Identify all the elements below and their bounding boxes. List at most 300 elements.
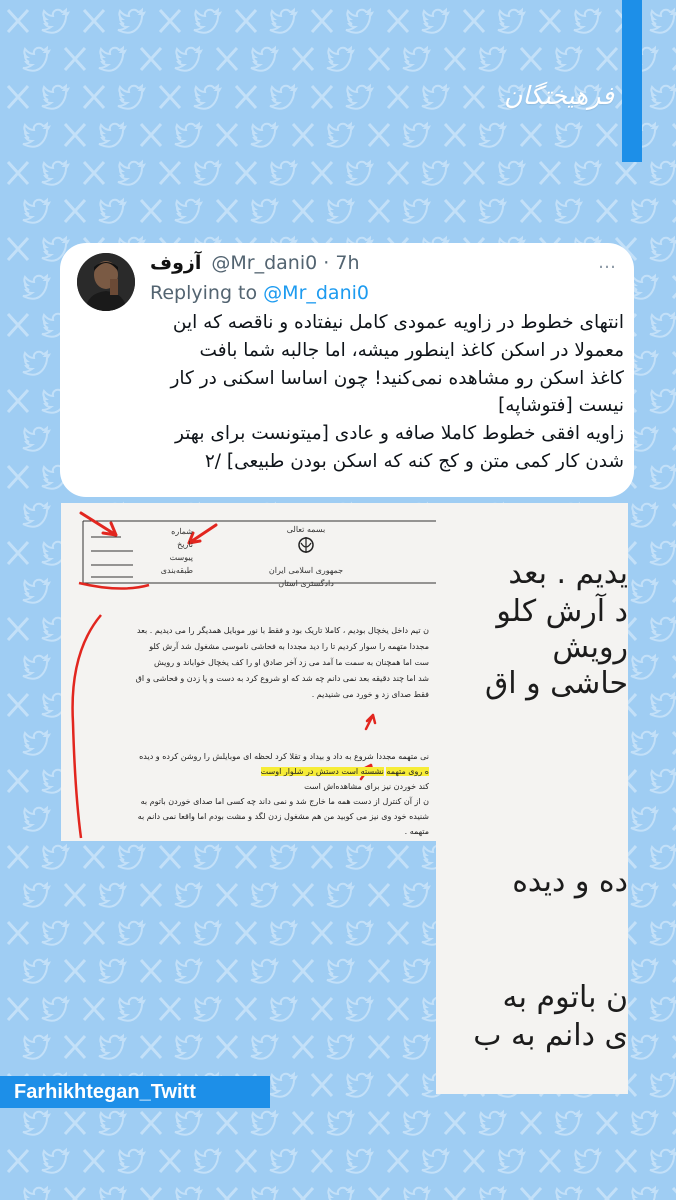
twitter-bird-icon [251,1112,277,1135]
twitter-bird-icon [631,960,657,983]
twitter-bird-icon [403,200,429,223]
tweet-text-line: معمولا در اسکن کاغذ اینطور میشه، اما جالبه شما بافت [199,339,624,361]
x-logo-icon [312,86,332,108]
twitter-bird-icon [23,884,49,907]
x-logo-icon [312,1074,332,1096]
twitter-bird-icon [631,808,657,831]
twitter-bird-icon [479,1112,505,1135]
doc-line: ن از آن کنترل از دست همه ما خارج شد و نمی داند چه کسی اما صدای خوردن باتوم به [140,797,429,806]
x-logo-icon [236,10,256,32]
twitter-bird-icon [346,1074,372,1097]
x-logo-icon [312,10,332,32]
twitter-bird-icon [346,846,372,869]
doc-line: ن تیم داخل یخچال بودیم ، کاملا تاریک بود و فقط با نور موبایل همدیگر را می دیدیم . بعد [136,626,429,635]
x-logo-icon [369,124,389,146]
twitter-bird-icon [631,200,657,223]
x-logo-icon [84,922,104,944]
twitter-bird-icon [194,922,220,945]
twitter-bird-icon [23,808,49,831]
x-logo-icon [141,1036,161,1058]
twitter-bird-icon [118,86,144,109]
twitter-bird-icon [403,1112,429,1135]
twitter-bird-icon [251,124,277,147]
x-logo-icon [65,1036,85,1058]
twitter-bird-icon [118,998,144,1021]
x-logo-icon [616,162,636,184]
x-logo-icon [388,162,408,184]
x-logo-icon [217,1036,237,1058]
x-logo-icon [369,884,389,906]
twitter-bird-icon [555,1112,581,1135]
zoom-line: رویش [552,630,628,665]
x-logo-icon [217,48,237,70]
twitter-bird-icon [631,1036,657,1059]
twitter-bird-icon [251,200,277,223]
twitter-bird-icon [251,1036,277,1059]
x-logo-icon [160,86,180,108]
twitter-bird-icon [479,48,505,71]
doc-header-left [143,525,193,577]
x-logo-icon [236,998,256,1020]
twitter-bird-icon [650,390,676,413]
twitter-bird-icon [99,1112,125,1135]
x-logo-icon [65,1188,85,1200]
x-logo-icon [8,10,28,32]
zoom-line: د آرش کلو [496,594,628,629]
twitter-bird-icon [23,124,49,147]
twitter-bird-icon [346,10,372,33]
twitter-bird-icon [118,162,144,185]
twitter-bird-icon [175,1112,201,1135]
twitter-bird-icon [118,922,144,945]
twitter-bird-icon [118,10,144,33]
twitter-bird-icon [403,48,429,71]
twitter-bird-icon [175,1188,201,1200]
x-logo-icon [293,48,313,70]
user-handle[interactable]: @Mr_dani0 [211,252,318,274]
twitter-bird-icon [175,960,201,983]
twitter-bird-icon [270,1150,296,1173]
doc-header-field: طبقه‌بندی [160,566,193,575]
twitter-bird-icon [99,1188,125,1200]
x-logo-icon [388,998,408,1020]
x-logo-icon [65,884,85,906]
doc-line: مجددا متهمه را سوار کردیم تا را دید مجددا به فحاشی ناموسی مشغول شد آرش کلو [149,642,429,651]
x-logo-icon [445,48,465,70]
twitter-bird-icon [175,48,201,71]
twitter-bird-icon [99,48,125,71]
twitter-bird-icon [346,998,372,1021]
x-logo-icon [160,846,180,868]
doc-header-line: بسمه تعالی [286,525,326,534]
twitter-bird-icon [42,1150,68,1173]
x-logo-icon [8,238,28,260]
twitter-bird-icon [650,922,676,945]
twitter-bird-icon [403,960,429,983]
twitter-bird-icon [327,200,353,223]
x-logo-icon [388,86,408,108]
x-logo-icon [217,1188,237,1200]
x-logo-icon [8,846,28,868]
twitter-bird-icon [555,200,581,223]
x-logo-icon [8,314,28,336]
twitter-bird-icon [194,10,220,33]
twitter-bird-icon [42,86,68,109]
twitter-bird-icon [175,200,201,223]
x-logo-icon [540,1150,560,1172]
x-logo-icon [236,162,256,184]
x-logo-icon [236,86,256,108]
highlight: ه روی متهمه [386,767,429,776]
x-logo-icon [160,922,180,944]
x-logo-icon [369,960,389,982]
x-logo-icon [141,48,161,70]
x-logo-icon [8,618,28,640]
zoom-line: ی دانم به ب [473,1018,628,1053]
doc-body-2 [75,749,429,839]
twitter-bird-icon [403,1188,429,1200]
tweet-header [150,251,360,275]
x-logo-icon [236,1150,256,1172]
highlight: نشسته است دستش در شلوار اوست [260,767,384,776]
twitter-bird-icon [403,884,429,907]
reply-handle-link[interactable]: @Mr_dani0 [263,282,369,304]
twitter-bird-icon [555,48,581,71]
x-logo-icon [445,124,465,146]
tweet-text-line: کاغذ اسکن رو مشاهده نمی‌کنید! چون اساسا اسکنی در کار [170,367,624,389]
x-logo-icon [312,162,332,184]
x-logo-icon [65,960,85,982]
x-logo-icon [540,162,560,184]
x-logo-icon [236,922,256,944]
twitter-bird-icon [194,998,220,1021]
twitter-bird-icon [631,276,657,299]
tweet-text [74,309,624,476]
x-logo-icon [8,1150,28,1172]
x-logo-icon [521,200,541,222]
x-logo-icon [597,124,617,146]
twitter-bird-icon [175,1036,201,1059]
document-image[interactable] [61,503,436,841]
doc-line: شد اما چند دقیقه بعد نمی دانم چه شد که او شروع کرد به دست و پا زدن و فحاشی و اق [135,674,429,683]
twitter-bird-icon [631,884,657,907]
twitter-bird-icon [422,162,448,185]
twitter-bird-icon [422,1150,448,1173]
reply-prefix: Replying to [150,282,258,304]
twitter-bird-icon [42,10,68,33]
x-logo-icon [141,200,161,222]
twitter-bird-icon [631,352,657,375]
twitter-bird-icon [251,1188,277,1200]
twitter-bird-icon [650,770,676,793]
x-logo-icon [369,1188,389,1200]
doc-header-field: شماره [171,527,193,536]
twitter-bird-icon [650,238,676,261]
twitter-bird-icon [650,10,676,33]
x-logo-icon [8,998,28,1020]
twitter-bird-icon [327,960,353,983]
twitter-bird-icon [555,1188,581,1200]
doc-header-center [256,523,356,590]
twitter-bird-icon [650,86,676,109]
x-logo-icon [141,1112,161,1134]
twitter-bird-icon [574,10,600,33]
x-logo-icon [464,10,484,32]
x-logo-icon [616,1150,636,1172]
twitter-bird-icon [23,428,49,451]
x-logo-icon [8,390,28,412]
twitter-bird-icon [194,1150,220,1173]
tweet-text-line: انتهای خطوط در زاویه عمودی کامل نیفتاده و ناقصه که این [172,312,624,333]
x-logo-icon [217,124,237,146]
x-logo-icon [445,1112,465,1134]
x-logo-icon [369,1036,389,1058]
twitter-bird-icon [270,922,296,945]
x-logo-icon [464,86,484,108]
twitter-bird-icon [631,732,657,755]
twitter-bird-icon [42,162,68,185]
replying-to [150,281,369,305]
doc-line: فقط صدای زد و خورد می شنیدیم . [311,690,429,699]
twitter-bird-icon [650,1074,676,1097]
twitter-bird-icon [346,922,372,945]
twitter-bird-icon [650,846,676,869]
twitter-bird-icon [194,846,220,869]
x-logo-icon [160,1150,180,1172]
twitter-bird-icon [270,86,296,109]
x-logo-icon [293,1188,313,1200]
twitter-bird-icon [631,428,657,451]
x-logo-icon [141,960,161,982]
twitter-bird-icon [403,1036,429,1059]
twitter-bird-icon [327,1188,353,1200]
x-logo-icon [521,1112,541,1134]
red-underline [79,583,149,589]
twitter-bird-icon [99,124,125,147]
twitter-bird-icon [327,884,353,907]
document-zoom-image[interactable] [436,503,628,1094]
x-logo-icon [8,770,28,792]
twitter-bird-icon [99,960,125,983]
x-logo-icon [65,1112,85,1134]
x-logo-icon [8,542,28,564]
twitter-bird-icon [555,124,581,147]
tweet-text-line: شدن کار کمی متن و کج کنه که اسکن بودن طبیعی] /۲ [204,450,624,472]
twitter-bird-icon [42,998,68,1021]
x-logo-icon [65,124,85,146]
x-logo-icon [141,884,161,906]
twitter-bird-icon [327,1036,353,1059]
twitter-bird-icon [23,504,49,527]
x-logo-icon [312,1150,332,1172]
twitter-bird-icon [118,846,144,869]
twitter-bird-icon [194,86,220,109]
twitter-bird-icon [574,1150,600,1173]
zoom-line: ن باتوم به [502,980,628,1015]
x-logo-icon [141,1188,161,1200]
zoom-line: یدیم . بعد [508,556,628,591]
twitter-bird-icon [346,86,372,109]
twitter-bird-icon [327,48,353,71]
twitter-bird-icon [42,846,68,869]
x-logo-icon [217,960,237,982]
twitter-bird-icon [251,48,277,71]
twitter-bird-icon [99,884,125,907]
doc-line-highlighted [75,764,429,779]
twitter-bird-icon [42,922,68,945]
x-logo-icon [369,48,389,70]
twitter-bird-icon [270,10,296,33]
x-logo-icon [445,200,465,222]
twitter-bird-icon [175,124,201,147]
twitter-bird-icon [99,1036,125,1059]
red-arrow [81,513,116,535]
x-logo-icon [597,48,617,70]
x-logo-icon [141,124,161,146]
doc-header-line: جمهوری اسلامی ایران [268,566,344,575]
x-logo-icon [160,10,180,32]
x-logo-icon [217,1112,237,1134]
twitter-bird-icon [650,618,676,641]
x-logo-icon [293,960,313,982]
x-logo-icon [369,1112,389,1134]
x-logo-icon [597,1112,617,1134]
twitter-bird-icon [650,314,676,337]
zoom-line: حاشی و اق [485,666,628,701]
doc-line: شنیده خود وی نیز می کوبید من هم مشغول زدن لگد و مشت بودم اما واقعا نمی دانم به [137,812,429,821]
twitter-bird-icon [23,200,49,223]
twitter-bird-icon [631,504,657,527]
twitter-bird-icon [23,960,49,983]
x-logo-icon [464,162,484,184]
twitter-bird-icon [23,1188,49,1200]
twitter-bird-icon [498,1150,524,1173]
twitter-bird-icon [479,124,505,147]
x-logo-icon [369,200,389,222]
x-logo-icon [388,846,408,868]
doc-line: کند خوردن نیز برای مشاهده‌اش است [304,782,429,791]
twitter-bird-icon [23,1036,49,1059]
avatar[interactable] [77,253,135,311]
x-logo-icon [312,998,332,1020]
twitter-bird-icon [631,656,657,679]
twitter-bird-icon [650,694,676,717]
twitter-bird-icon [175,884,201,907]
twitter-bird-icon [251,884,277,907]
x-logo-icon [8,922,28,944]
x-logo-icon [84,162,104,184]
twitter-bird-icon [631,1188,657,1200]
x-logo-icon [464,1150,484,1172]
twitter-bird-icon [327,1112,353,1135]
x-logo-icon [293,1112,313,1134]
x-logo-icon [8,466,28,488]
x-logo-icon [521,1188,541,1200]
twitter-bird-icon [23,48,49,71]
footer-channel-label: Farhikhtegan_Twitt [0,1076,270,1108]
more-options-icon[interactable]: … [598,252,616,273]
x-logo-icon [312,922,332,944]
twitter-bird-icon [118,1150,144,1173]
accent-bar [622,0,642,162]
x-logo-icon [293,200,313,222]
x-logo-icon [293,1036,313,1058]
x-logo-icon [217,884,237,906]
x-logo-icon [160,162,180,184]
tweet-text-line: نیست [فتوشاپه] [498,395,624,417]
doc-header-field: تاریخ [177,540,193,549]
doc-line: متهمه . [404,827,429,836]
x-logo-icon [65,48,85,70]
x-logo-icon [293,884,313,906]
doc-line: ست اما همچنان به سمت ما آمد می زد آخر صادق او را کف یخچال خواباند و رویش [153,658,429,667]
twitter-bird-icon [403,124,429,147]
twitter-bird-icon [270,162,296,185]
tweet-text-line: زاویه افقی خطوط کاملا صافه و عادی [میتونست برای بهتر [175,423,624,445]
twitter-bird-icon [99,200,125,223]
doc-header-line: دادگستری استان [278,579,334,588]
x-logo-icon [597,200,617,222]
x-logo-icon [388,10,408,32]
x-logo-icon [388,1074,408,1096]
twitter-bird-icon [650,162,676,185]
twitter-bird-icon [631,580,657,603]
x-logo-icon [236,846,256,868]
zoom-line: ده و دیده [512,864,628,899]
x-logo-icon [8,694,28,716]
red-arrow [366,715,375,729]
x-logo-icon [217,200,237,222]
red-arrow [189,525,216,543]
x-logo-icon [84,998,104,1020]
twitter-bird-icon [631,1112,657,1135]
twitter-bird-icon [23,732,49,755]
twitter-bird-icon [574,162,600,185]
x-logo-icon [160,998,180,1020]
twitter-bird-icon [194,162,220,185]
brand-logo: فرهیختگان [504,81,614,110]
display-name[interactable]: آزوف [150,252,202,274]
x-logo-icon [312,846,332,868]
x-logo-icon [521,48,541,70]
x-logo-icon [445,1188,465,1200]
twitter-bird-icon [422,10,448,33]
x-logo-icon [84,10,104,32]
twitter-bird-icon [23,1112,49,1135]
twitter-bird-icon [327,124,353,147]
timestamp[interactable]: 7h [335,252,360,274]
tweet-card[interactable] [60,243,634,497]
twitter-bird-icon [650,466,676,489]
x-logo-icon [388,1150,408,1172]
twitter-bird-icon [346,1150,372,1173]
twitter-bird-icon [270,846,296,869]
twitter-bird-icon [23,352,49,375]
x-logo-icon [8,86,28,108]
twitter-bird-icon [23,580,49,603]
x-logo-icon [293,124,313,146]
x-logo-icon [597,1188,617,1200]
x-logo-icon [65,200,85,222]
doc-line: نی متهمه مجددا شروع به داد و بیداد و تقلا کرد لحظه ای موبایلش را روشن کرده و دیده [139,752,429,761]
twitter-bird-icon [498,10,524,33]
x-logo-icon [388,922,408,944]
twitter-bird-icon [270,1074,296,1097]
x-logo-icon [84,1150,104,1172]
twitter-bird-icon [650,542,676,565]
separator: · [323,252,330,274]
twitter-bird-icon [346,162,372,185]
